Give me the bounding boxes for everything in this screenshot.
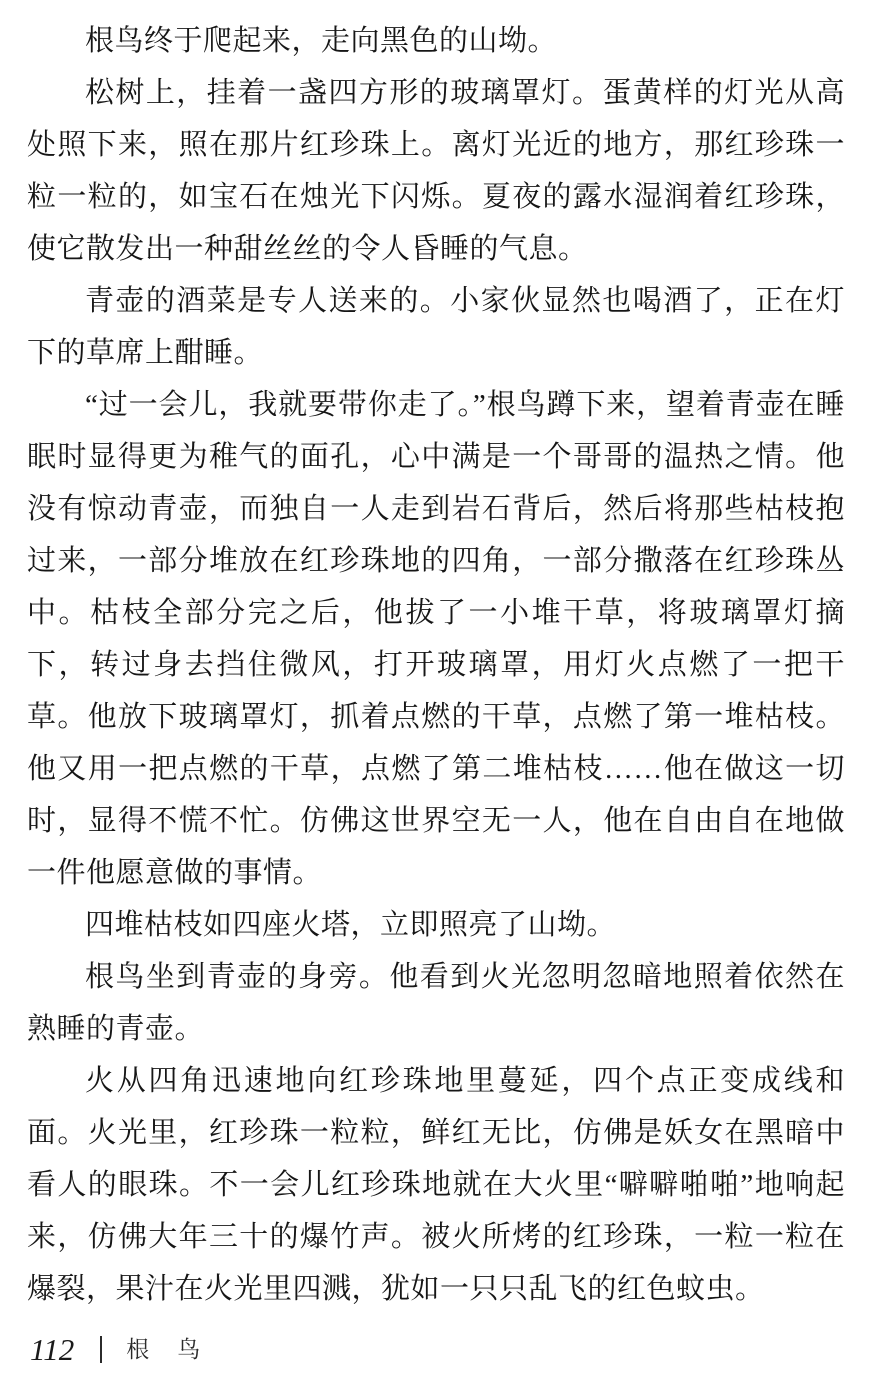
paragraph: 根鸟终于爬起来，走向黑色的山坳。	[85, 25, 558, 57]
page-footer	[30, 1334, 228, 1365]
paragraph: 青壶的酒菜是专人送来的。小家伙显然也喝酒了，正在灯下的草席上酣睡。	[27, 285, 845, 369]
paragraph: 火从四角迅速地向红珍珠地里蔓延，四个点正变成线和面。火光里，红珍珠一粒粒，鲜红无比，仿佛是妖女在黑暗中看人的眼珠。不一会儿红珍珠地就在大火里“噼噼啪啪”地响起来，仿佛大年三十的爆竹声。被火所烤的红珍珠，一粒一粒在爆裂，果汁在火光里四溅，犹如一只只乱飞的红色蚊虫。	[27, 1065, 845, 1305]
page-number: 112	[30, 1332, 75, 1367]
paragraph: 松树上，挂着一盏四方形的玻璃罩灯。蛋黄样的灯光从高处照下来，照在那片红珍珠上。离灯光近的地方，那红珍珠一粒一粒的，如宝石在烛光下闪烁。夏夜的露水湿润着红珍珠，使它散发出一种甜丝丝的令人昏睡的气息。	[27, 77, 845, 265]
paragraph: “过一会儿，我就要带你走了。”根鸟蹲下来，望着青壶在睡眠时显得更为稚气的面孔，心中满是一个哥哥的温热之情。他没有惊动青壶，而独自一人走到岩石背后，然后将那些枯枝抱过来，一部分堆放在红珍珠地的四角，一部分撒落在红珍珠丛中。枯枝全部分完之后，他拔了一小堆干草，将玻璃罩灯摘下，转过身去挡住微风，打开玻璃罩，用灯火点燃了一把干草。他放下玻璃罩灯，抓着点燃的干草，点燃了第一堆枯枝。他又用一把点燃的干草，点燃了第二堆枯枝……他在做这一切时，显得不慌不忙。仿佛这世界空无一人，他在自由自在地做一件他愿意做的事情。	[27, 389, 845, 889]
paragraph: 四堆枯枝如四座火塔，立即照亮了山坳。	[85, 909, 617, 941]
book-title: 根鸟	[126, 1337, 229, 1362]
paragraph: 根鸟坐到青壶的身旁。他看到火光忽明忽暗地照着依然在熟睡的青壶。	[27, 961, 845, 1045]
footer-divider	[100, 1336, 102, 1363]
